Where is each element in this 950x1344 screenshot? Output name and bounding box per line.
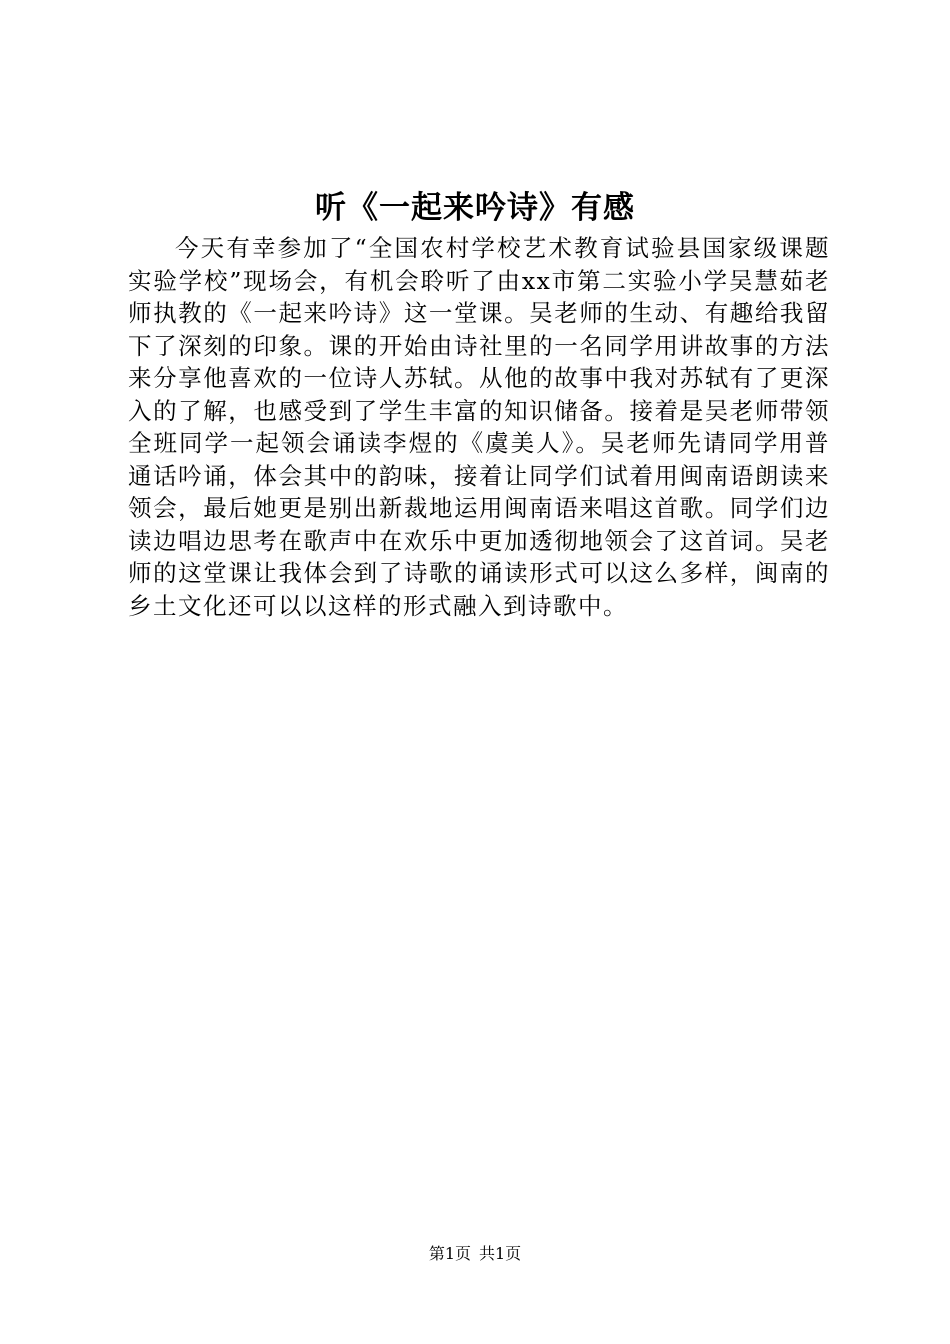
page-number-total: 共1页 [479,1244,522,1263]
page-number-current: 第1页 [428,1244,471,1263]
document-title: 听《一起来吟诗》有感 [315,190,635,226]
page-footer [0,1242,950,1266]
document-body-paragraph: 今天有幸参加了“全国农村学校艺术教育试验县国家级课题实验学校”现场会，有机会聆听了由xx市第二实验小学吴慧茹老师执教的《一起来吟诗》这一堂课。吴老师的生动、有趣给我留下了深刻的印象。课的开始由诗社里的一名同学用讲故事的方法来分享他喜欢的一位诗人苏轼。从他的故事中我对苏轼有了更深入的了解，也感受到了学生丰富的知识储备。接着是吴老师带领全班同学一起领会诵读李煜的《虞美人》。吴老师先请同学用普通话吟诵，体会其中的韵味，接着让同学们试着用闽南语朗读来领会，最后她更是别出新裁地运用闽南语来唱这首歌。同学们边读边唱边思考在歌声中在欢乐中更加透彻地领会了这首词。吴老师的这堂课让我体会到了诗歌的诵读形式可以这么多样，闽南的乡土文化还可以以这样的形式融入到诗歌中。 [128,234,830,620]
